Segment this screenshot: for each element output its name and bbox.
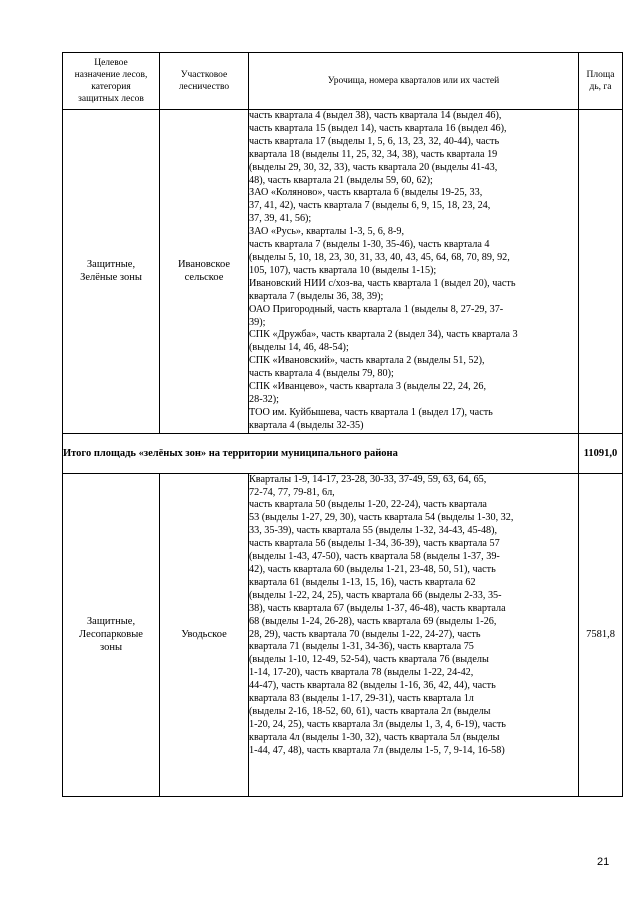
description-line: квартала 18 (выделы 11, 25, 32, 34, 38), часть квартала 19 [249, 148, 498, 160]
description-line: 37, 41, 42), часть квартала 7 (выделы 6, 9, 15, 18, 23, 24, [249, 200, 491, 212]
description-line: квартала 71 (выделы 1-31, 34-36), часть квартала 75 [249, 641, 474, 653]
forestry-cell: Уводьское [160, 473, 249, 796]
area-cell: 7581,8 [579, 473, 623, 796]
header-forestry: Участковое лесничество [160, 53, 249, 110]
forestry-cell: Ивановское сельское [160, 110, 249, 434]
description-line: квартала 61 (выделы 1-13, 15, 16), часть квартала 62 [249, 576, 476, 588]
description-line: квартала 4л (выделы 1-30, 32), часть квартала 5л (выделы [249, 731, 500, 743]
description-line: ТОО им. Куйбышева, часть квартала 1 (выдел 17), часть [249, 406, 493, 418]
quarters-description [249, 473, 579, 796]
header-quarters: Урочища, номера кварталов или их частей [249, 53, 579, 110]
table-header-row [63, 53, 623, 110]
description-line: квартала 4 (выделы 32-35) [249, 419, 364, 431]
description-line: 44-47), часть квартала 82 (выделы 1-16, 36, 42, 44), часть [249, 680, 496, 692]
area-cell [579, 110, 623, 434]
description-line: часть квартала 56 (выделы 1-34, 36-39), часть квартала 57 [249, 538, 500, 550]
description-line: СПК «Иванцево», часть квартала 3 (выделы 22, 24, 26, [249, 381, 487, 393]
description-line: СПК «Дружба», часть квартала 2 (выдел 34), часть квартала 3 [249, 329, 518, 341]
description-line: ОАО Пригородный, часть квартала 1 (выделы 8, 27-29, 37- [249, 303, 504, 315]
description-line: 38), часть квартала 67 (выделы 1-37, 46-48), часть квартала [249, 602, 506, 614]
description-line: 28-32); [249, 393, 279, 405]
description-line: 33, 35-39), часть квартала 55 (выделы 1-32, 34-43, 45-48), [249, 525, 498, 537]
description-line: 72-74, 77, 79-81, 6л, [249, 486, 335, 498]
total-row [63, 433, 623, 473]
description-line: (выделы 5, 10, 18, 23, 30, 31, 33, 40, 43, 45, 64, 68, 70, 89, 92, [249, 251, 510, 263]
category-cell: Защитные, Зелёные зоны [63, 110, 160, 434]
total-label: Итого площадь «зелёных зон» на территории муниципального района [63, 433, 579, 473]
header-category: Целевое назначение лесов, категория защитных лесов [63, 53, 160, 110]
description-line: часть квартала 17 (выделы 1, 5, 6, 13, 23, 32, 40-44), часть [249, 135, 500, 147]
page-number: 21 [597, 856, 610, 868]
description-line: 105, 107), часть квартала 10 (выделы 1-15); [249, 264, 437, 276]
description-line: часть квартала 50 (выделы 1-20, 22-24), часть квартала [249, 499, 487, 511]
description-line: (выделы 1-43, 47-50), часть квартала 58 (выделы 1-37, 39- [249, 551, 500, 563]
description-line: ЗАО «Коляново», часть квартала 6 (выделы 19-25, 33, [249, 187, 483, 199]
description-line: ЗАО «Русь», кварталы 1-3, 5, 6, 8-9, [249, 226, 405, 238]
description-line: Ивановский НИИ с/хоз-ва, часть квартала 1 (выдел 20), часть [249, 277, 516, 289]
description-line: (выделы 2-16, 18-52, 60, 61), часть квартала 2л (выделы [249, 705, 491, 717]
description-line: (выделы 29, 30, 32, 33), часть квартала 20 (выделы 41-43, [249, 161, 498, 173]
description-line: 39); [249, 316, 266, 328]
description-line: 42), часть квартала 60 (выделы 1-21, 23-48, 50, 51), часть [249, 564, 496, 575]
forest-zones-table [62, 52, 623, 797]
description-line: часть квартала 4 (выдел 38), часть квартала 14 (выдел 46), [249, 110, 502, 121]
table-row [63, 473, 623, 796]
description-line: 1-14, 17-20), часть квартала 78 (выделы 1-22, 24-42, [249, 667, 474, 679]
description-line: 48), часть квартала 21 (выделы 59, 60, 62); [249, 174, 433, 186]
header-area: Площа дь, га [579, 53, 623, 110]
description-line: часть квартала 15 (выдел 14), часть квартала 16 (выдел 46), [249, 122, 507, 134]
description-line: 68 (выделы 1-24, 26-28), часть квартала 69 (выделы 1-26, [249, 615, 497, 627]
description-line: 37, 39, 41, 56); [249, 213, 312, 225]
table-row [63, 110, 623, 434]
description-line: часть квартала 4 (выделы 79, 80); [249, 368, 394, 380]
description-line: (выделы 1-10, 12-49, 52-54), часть квартала 76 (выделы [249, 654, 489, 666]
description-line: 1-20, 24, 25), часть квартала 3л (выделы 1, 3, 4, 6-19), часть [249, 718, 506, 730]
description-line: (выделы 14, 46, 48-54); [249, 342, 349, 354]
description-line: часть квартала 7 (выделы 1-30, 35-46), часть квартала 4 [249, 239, 490, 251]
category-cell: Защитные, Лесопарковые зоны [63, 473, 160, 796]
description-line: квартала 7 (выделы 36, 38, 39); [249, 290, 384, 302]
description-line: СПК «Ивановский», часть квартала 2 (выделы 51, 52), [249, 355, 485, 367]
description-line: 28, 29), часть квартала 70 (выделы 1-22, 24-27), часть [249, 628, 481, 640]
quarters-description [249, 110, 579, 434]
description-line: (выделы 1-22, 24, 25), часть квартала 66 (выделы 2-33, 35- [249, 589, 502, 601]
description-line: Кварталы 1-9, 14-17, 23-28, 30-33, 37-49, 59, 63, 64, 65, [249, 473, 487, 485]
description-line: 53 (выделы 1-27, 29, 30), часть квартала 54 (выделы 1-30, 32, [249, 512, 514, 524]
total-value: 11091,0 [579, 433, 623, 473]
description-line: 1-44, 47, 48), часть квартала 7л (выделы 1-5, 7, 9-14, 16-58) [249, 744, 505, 756]
description-line: квартала 83 (выделы 1-17, 29-31), часть квартала 1л [249, 693, 474, 705]
